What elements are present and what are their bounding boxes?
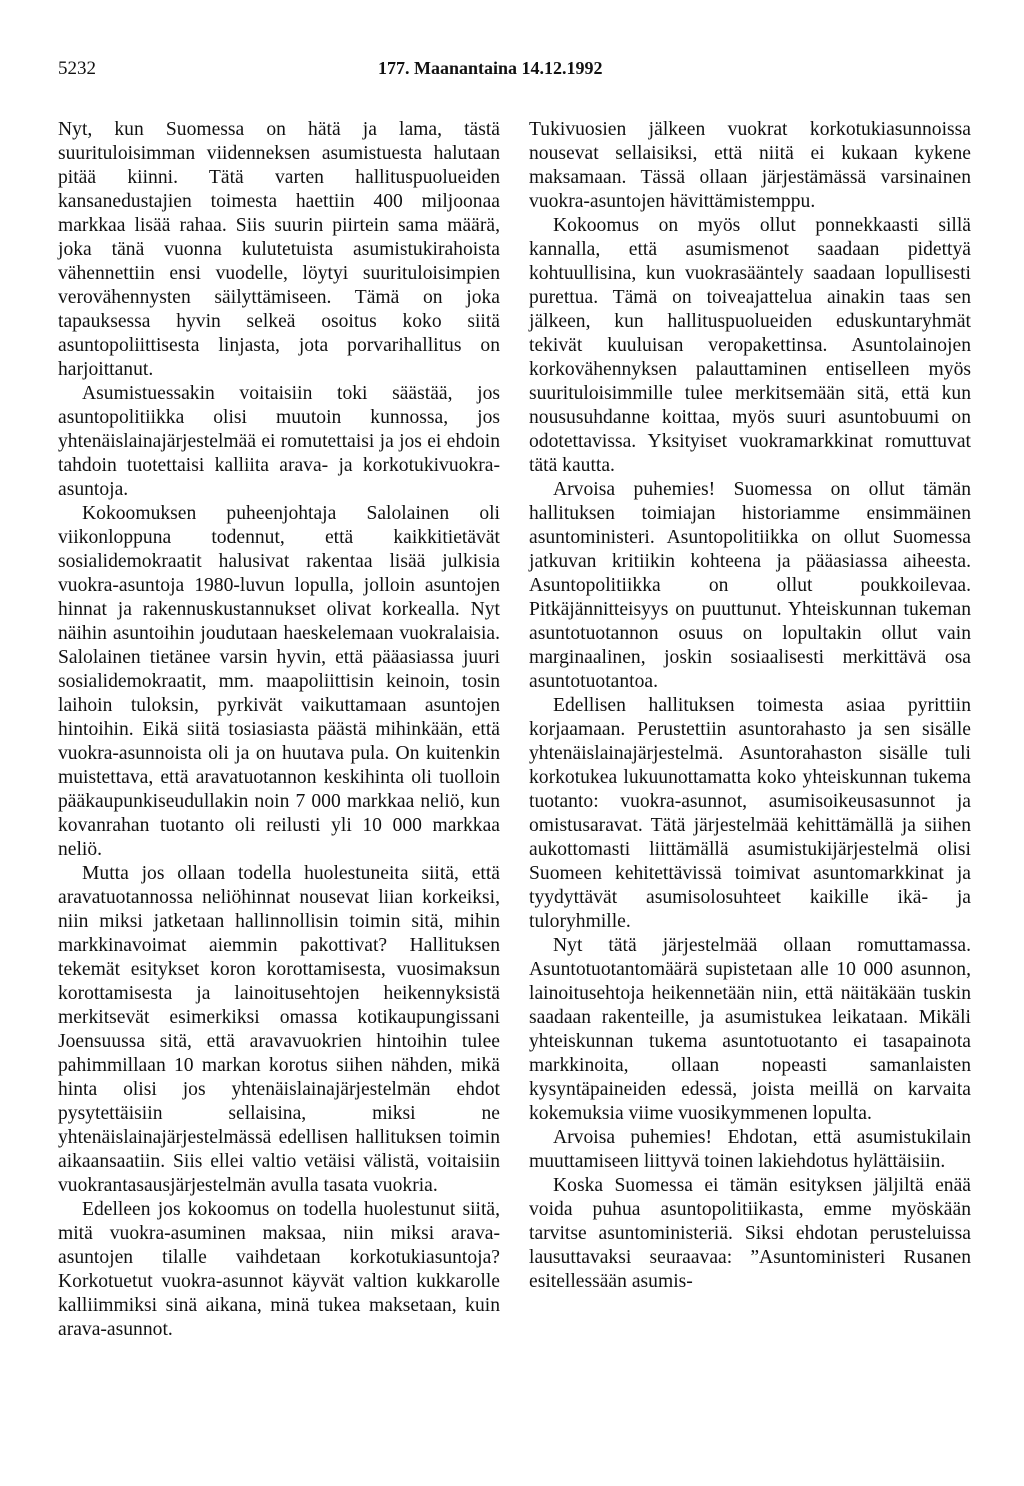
paragraph: Arvoisa puhemies! Ehdotan, että asumistukilain muuttamiseen liittyvä toinen lakiehdotus hylättäisiin. bbox=[529, 1127, 971, 1172]
paragraph: Tukivuosien jälkeen vuokrat korkotukiasunnoissa nousevat sellaisiksi, että niitä ei kukaan kykene maksamaan. Tässä ollaan järjestämässä varsinainen vuokra-asuntojen hävittämistemppu. bbox=[529, 119, 971, 212]
paragraph: Kokoomus on myös ollut ponnekkaasti sillä kannalla, että asumismenot saadaan pidettyä kohtuullisina, kun vuokrasääntely saadaan lopullisesti purettua. Tämä on toiveajattelua ainakin taas sen jälkeen, kun hallituspuolueiden eduskuntaryhmät tekivät kuuluisan veropakettinsa. Asuntolainojen korkovähennyksen palauttaminen entiselleen myös suurituloisimmille tulee merkitsemään sitä, että kun noususuhdanne koittaa, myös suuri asuntobuumi on odotettavissa. Yksityiset vuokramarkkinat romuttuvat tätä kautta. bbox=[529, 215, 971, 476]
paragraph: Nyt tätä järjestelmää ollaan romuttamassa. Asuntotuotantomäärä supistetaan alle 10 000 asunnon, lainoitusehtoja heikennetään niin, että näitäkään tuskin saadaan rakenteille, ja asumistukea leikataan. Mikäli yhteiskunnan tukema asuntotuotanto ei tasapainota markkinoita, ollaan nopeasti samanlaisten kysyntäpaineiden edessä, joista meillä on karvaita kokemuksia viime vuosikymmenen lopulta. bbox=[529, 935, 971, 1124]
right-column bbox=[529, 118, 971, 1294]
paragraph: Koska Suomessa ei tämän esityksen jäljiltä enää voida puhua asuntopolitiikasta, emme myöskään tarvitse asuntoministeriä. Siksi ehdotan perusteluissa lausuttavaksi seuraavaa: ”Asuntoministeri Rusanen esitellessään asumis- bbox=[529, 1175, 971, 1292]
paragraph: Nyt, kun Suomessa on hätä ja lama, tästä suurituloisimman viidenneksen asumistuesta halutaan pitää kiinni. Tätä varten hallituspuolueiden kansanedustajien toimesta haettiin 400 miljoonaa markkaa lisää rahaa. Siis suurin piirtein sama määrä, joka tänä vuonna kulutetuista asumistukirahoista vähennettiin ensi vuodelle, löytyi suurituloisimpien verovähennysten säilyttämiseen. Tämä on joka tapauksessa hyvin selkeä osoitus koko siitä asuntopoliittisesta linjasta, jota porvarihallitus on harjoittanut. bbox=[58, 119, 500, 380]
paragraph: Arvoisa puhemies! Suomessa on ollut tämän hallituksen toimiajan historiamme ensimmäinen asuntoministeri. Asuntopolitiikka on ollut Suomessa jatkuvan kritiikin kohteena ja pääasiassa aiheesta. Asuntopolitiikka on ollut poukkoilevaa. Pitkäjännitteisyys on puuttunut. Yhteiskunnan tukeman asuntotuotannon osuus on lopultakin ollut vain marginaalinen, joskin sosiaalisesti merkittävä osa asuntotuotantoa. bbox=[529, 479, 971, 692]
left-column bbox=[58, 118, 500, 1342]
running-head: 177. Maanantaina 14.12.1992 bbox=[378, 58, 603, 78]
paragraph: Asumistuessakin voitaisiin toki säästää, jos asuntopolitiikka olisi muutoin kunnossa, jos yhtenäislainajärjestelmää ei romutettaisi ja jos ei ehdoin tahdoin tuotettaisi kalliita arava- ja korkotukivuokra-asuntoja. bbox=[58, 383, 500, 500]
paragraph: Kokoomuksen puheenjohtaja Salolainen oli viikonloppuna todennut, että kaikkitietävät sosialidemokraatit halusivat rakentaa lisää julkisia vuokra-asuntoja 1980-luvun lopulla, jolloin asuntojen hinnat ja rakennuskustannukset olivat korkealla. Nyt näihin asuntoihin joudutaan haeskelemaan vuokralaisia. Salolainen tietänee varsin hyvin, että pääasiassa juuri sosialidemokraatit, mm. maapoliittisin keinoin, tosin laihoin tuloksin, pyrkivät vaikuttamaan asuntojen hintoihin. Eikä siitä tosiasiasta päästä mihinkään, että vuokra-asunnoista oli ja on huutava pula. On kuitenkin muistettava, että aravatuotannon keskihinta oli tuolloin pääkaupunkiseudullakin noin 7 000 markkaa neliö, kun kovanrahan tuotanto oli reilusti yli 10 000 markkaa neliö. bbox=[58, 503, 500, 860]
paragraph: Edelleen jos kokoomus on todella huolestunut siitä, mitä vuokra-asuminen maksaa, niin miksi arava-asuntojen tilalle vaihdetaan korkotukiasuntoja? Korkotuetut vuokra-asunnot käyvät valtion kukkarolle kalliimmiksi sinä aikana, minä tukea maksetaan, kuin arava-asunnot. bbox=[58, 1199, 500, 1340]
page-number: 5232 bbox=[58, 58, 96, 79]
paragraph: Mutta jos ollaan todella huolestuneita siitä, että aravatuotannossa neliöhinnat nousevat liian korkeiksi, niin miksi jatketaan hallinnollisin toimin sitä, mihin markkinavoimat aiemmin pakottivat? Hallituksen tekemät esitykset koron korottamisesta, vuosimaksun korottamisesta ja lainoitusehtojen heikennyksistä merkitsevät esimerkiksi omassa kotikaupungissani Joensuussa sitä, että aravavuokrien hintoihin tulee pahimmillaan 10 markan korotus siihen nähden, mikä hinta olisi jos yhtenäislainajärjestelmän ehdot pysytettäisiin sellaisina, miksi ne yhtenäislainajärjestelmässä edellisen hallituksen toimin aikaansaatiin. Siis ellei valtio vetäisi välistä, voitaisiin vuokrantasausjärjestelmän avulla tasata vuokria. bbox=[58, 863, 500, 1196]
paragraph: Edellisen hallituksen toimesta asiaa pyrittiin korjaamaan. Perustettiin asuntorahasto ja sen sisälle yhtenäislainajärjestelmä. Asuntorahaston sisälle tuli korkotukea lukuunottamatta koko yhteiskunnan tukema tuotanto: vuokra-asunnot, asumisoikeusasunnot ja omistusaravat. Tätä järjestelmää kehittämällä ja siihen aukottomasti liittämällä asumistukijärjestelmä olisi Suomeen kehitettävissä toimivat asuntomarkkinat ja tyydyttävät asumisolosuhteet kaikille ikä- ja tuloryhmille. bbox=[529, 695, 971, 932]
